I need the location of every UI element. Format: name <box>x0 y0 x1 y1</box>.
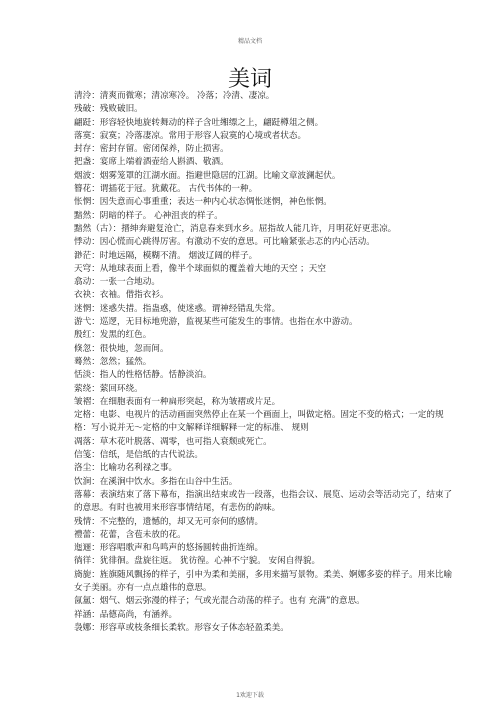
entry: 清泠：清爽而微寒；清凉寒冷。 冷落；冷清、凄凉。 <box>74 91 275 101</box>
entry: 封存：密封存留。密闭保养，防止损害。 <box>74 144 229 155</box>
entry: 烟波：烟雾笼罩的江湖水面。指避世隐居的江湖。比喻文章波澜起伏。 <box>74 170 341 181</box>
entry: 萦绕：萦回环绕。 <box>74 383 143 394</box>
entry: 残情：不完整的，遗憾的，却又无可奈何的感情。 <box>74 516 264 527</box>
page-header: 精品文档 <box>237 38 262 45</box>
entry: 游弋：巡逻，无目标地兜游，监视某些可能发生的事情。也指在水中游动。 <box>74 317 358 328</box>
entry: 饮涧：在溪涧中饮水。多指在山谷中生活。 <box>74 476 238 487</box>
entry: 翕动：一张一合地动。 <box>74 277 160 288</box>
entry: 落寞：寂寞；冷落凄凉。常用于形容人寂寞的心境或者状态。 <box>74 130 307 141</box>
entry: 怅惘：因失意而心事重重；表达一种内心状态惆怅迷惘，神色怅惘。 <box>74 197 332 208</box>
entry: 翩跹：形容轻快地旋转舞动的样子含吐缃缥之上，翩跹樽俎之侧。 <box>74 117 324 128</box>
entry-list <box>74 90 454 635</box>
entry: 祥涵：品德高尚，有涵养。 <box>74 609 178 620</box>
entry: 袅娜：形容草或枝条细长柔软。形容女子体态轻盈柔美。 <box>74 622 289 633</box>
entry: 殷红：发黑的红色。 <box>74 330 152 341</box>
page-footer: 1欢迎下载 <box>236 692 264 699</box>
entry: 禮蕾：花蕾，含苞未放的花。 <box>74 529 186 540</box>
entry: 定格：电影、电视片的活动画面突然停止在某一个画面上，叫做定格。固定不变的格式；一定的规格：写小说并无～定格的中文解释详细解释一定的标准、 规则 <box>74 410 444 434</box>
entry: 信笺：信纸，是信纸的古代说法。 <box>74 450 203 461</box>
entry: 徜徉：犹徘徊。盘旋往返。 犹彷徨。心神不宁貌。 安闲自得貌。 <box>74 556 321 567</box>
entry: 氤氲：烟气、烟云弥漫的样子；气或光混合动荡的样子。也有 充满”的意思。 <box>74 596 365 607</box>
entry: 旖旎：旌旗随风飘扬的样子，引申为柔和美丽，多用来描写景物。柔美、婀娜多姿的样子。用来比喻女子美丽。亦有一点点雄伟的意思。 <box>74 569 453 593</box>
entry: 迷惘：迷惑失措。指蛊惑，使迷惑。谓神经错乱失常。 <box>74 303 281 314</box>
entry: 残破：残败破旧。 <box>74 104 143 115</box>
entry: 迤逦：形容唱歌声和鸟鸣声的悠扬圆转曲折连绵。 <box>74 543 264 554</box>
page-title: 美词 <box>227 67 272 92</box>
entry: 落幕：表演结束了落下幕布，指演出结束或告一段落，也指会议、展览、运动会等活动完了，结束了的意思。有时也被用来形容事情结尾，有悲伤的韵味。 <box>74 489 453 514</box>
entry: 凋落：草木花叶脱落、凋零，也可指人衰颓或死亡。 <box>74 436 272 447</box>
entry: 倏忽：很快地，忽而间。 <box>74 343 169 354</box>
entry: 把盏：宴席上端着酒壶给人斟酒、敬酒。 <box>74 157 229 168</box>
entry: 黯然：阴暗的样子。 心神沮丧的样子。 <box>74 210 223 221</box>
entry: 渺茫：时地远隔，模糊不清。 烟波辽阔的样子。 <box>74 250 258 261</box>
entry: 皱褶：在细胞表面有一种扁形突起，称为皱褶或片足。 <box>74 396 281 407</box>
entry: 悸动：因心慌而心跳得厉害。有激动不安的意思。可比喻紧张忐忑的内心活动。 <box>74 237 375 248</box>
entry: 黯然（古）：搢绅奔避复沧亡，消息春来到水乡。屈指故人能几许，月明花好更悲凉。 <box>74 223 397 234</box>
entry: 洛尘：比喻功名利禄之事。 <box>74 463 178 474</box>
entry: 蓦然：忽然；猛然。 <box>74 356 152 367</box>
entry: 簪花：谓插花于冠。犹戴花。 古代书体的一种。 <box>74 184 258 195</box>
entry: 天穹：从地球表面上看，像半个球面似的覆盖着大地的天空 ；天空 <box>74 263 326 274</box>
entry: 衣袂：衣袖。借指衣衫。 <box>74 290 169 301</box>
entry: 恬淡：指人的性格恬静。恬静淡泊。 <box>74 370 212 381</box>
